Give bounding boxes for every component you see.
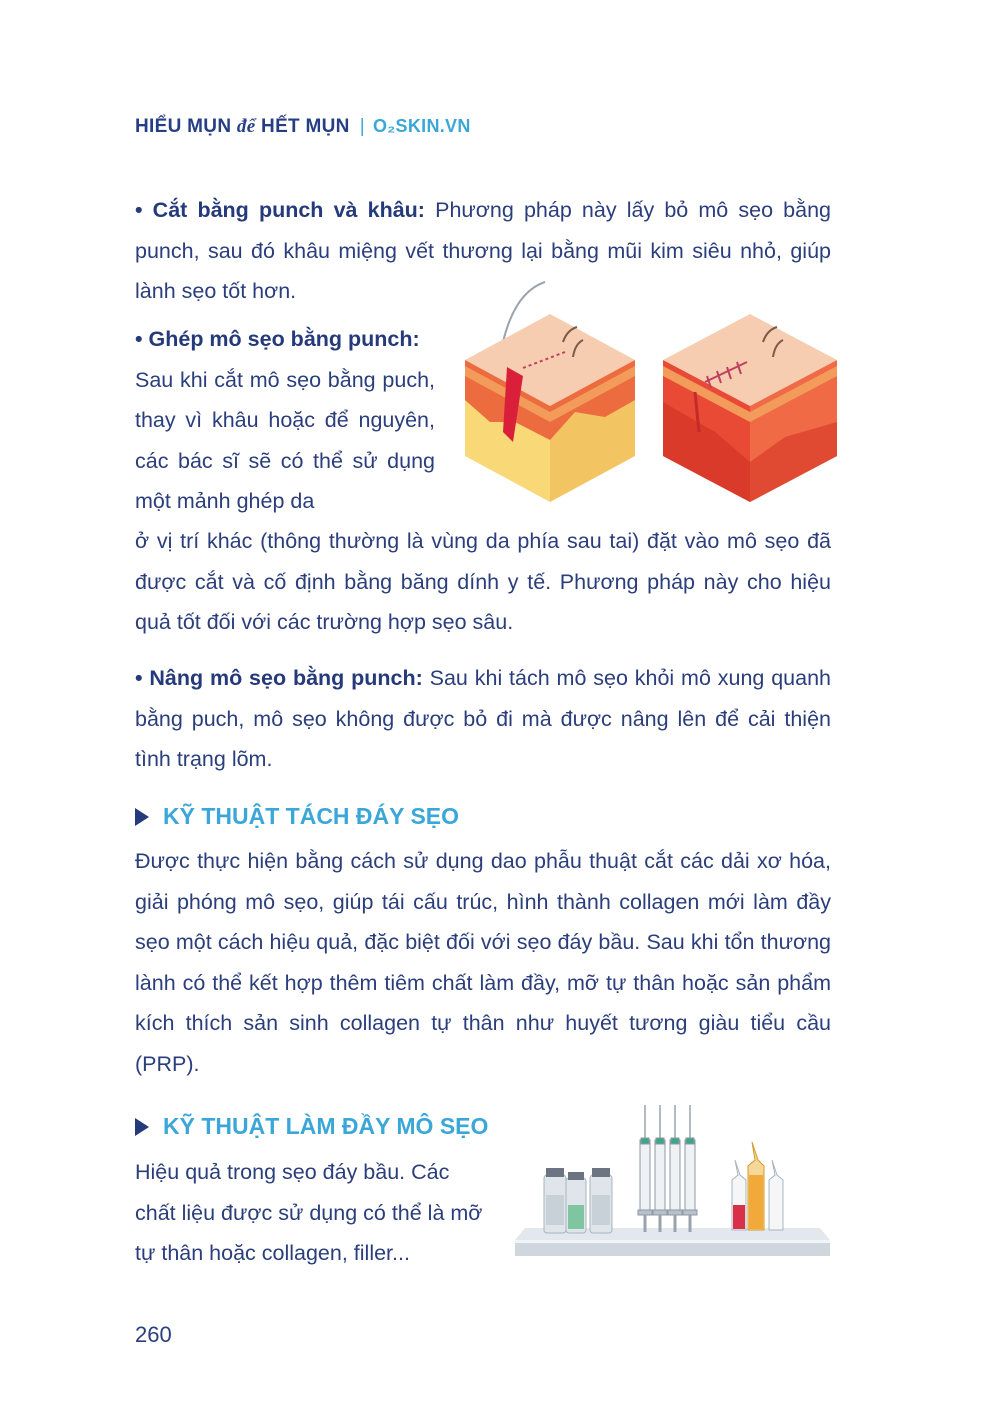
heading-filling: KỸ THUẬT LÀM ĐẦY MÔ SẸO — [135, 1113, 488, 1140]
paragraph-subcision: Được thực hiện bằng cách sử dụng dao phẫu thuật cắt các dải xơ hóa, giải phóng mô sẹo, giúp tái cấu trúc, hình thành collagen mới làm đầy sẹo một cách hiệu quả, đặc biệt đối với sẹo đáy bầu. Sau khi tổn thương lành có thể kết hợp thêm tiêm chất làm đầy, mỡ tự thân hoặc sản phẩm kích thích sản sinh collagen tự thân như huyết tương giàu tiểu cầu (PRP). — [135, 849, 831, 1076]
vial-icon — [544, 1168, 566, 1233]
bullet-triangle-icon — [135, 808, 149, 826]
vial-icon — [590, 1168, 612, 1233]
vial-icon — [566, 1172, 586, 1233]
paragraph-punch-graft-wide: ở vị trí khác (thông thường là vùng da phía sau tai) đặt vào mô sẹo đã được cắt và cố định bằng băng dính y tế. Phương pháp này cho hiệu quả tốt đối với các trường hợp sẹo sâu. — [135, 529, 831, 634]
syringe-icon — [653, 1105, 667, 1232]
paragraph-punch-graft-narrow: • Ghép mô sẹo bằng punch: Sau khi cắt mô sẹo bằng puch, thay vì khâu hoặc để nguyên, các bác sĩ sẽ có thể sử dụng một mảnh ghép da — [135, 327, 435, 513]
skin-punch-wound-illustration — [465, 282, 635, 502]
website-label: O₂SKIN.VN — [372, 116, 471, 136]
term-punch-suture: Cắt bằng punch và khâu: — [152, 198, 425, 222]
skin-sutured-illustration — [663, 314, 837, 502]
running-header — [135, 116, 471, 138]
paragraph-punch-elevation: • Nâng mô sẹo bằng punch: Sau khi tách mô sẹo khỏi mô xung quanh bằng puch, mô sẹo không được bỏ đi mà được nâng lên để cải thiện tình trạng lõm. — [135, 666, 831, 771]
paragraph-filling: Hiệu quả trong sẹo đáy bầu. Các chất liệu được sử dụng có thể là mỡ tự thân hoặc collagen, filler... — [135, 1160, 483, 1265]
paragraph-punch-suture: • Cắt bằng punch và khâu: Phương pháp này lấy bỏ mô sẹo bằng punch, sau đó khâu miệng vết thương lại bằng mũi kim siêu nhỏ, giúp lành sẹo tốt hơn. — [135, 198, 832, 303]
syringe-icon — [683, 1105, 697, 1232]
syringe-icon — [638, 1105, 652, 1232]
book-title: HIỂU MỤN để HẾT MỤN — [135, 116, 350, 137]
syringes-vials-tray-illustration — [510, 1100, 835, 1265]
heading-subcision: KỸ THUẬT TÁCH ĐÁY SẸO — [135, 803, 459, 830]
header-separator: | — [359, 116, 365, 137]
term-punch-elevation: Nâng mô sẹo bằng punch: — [149, 666, 423, 690]
ampoule-icon — [769, 1160, 783, 1230]
syringe-icon — [668, 1105, 682, 1232]
ampoule-icon — [748, 1142, 764, 1230]
skin-punch-illustrations — [455, 272, 840, 512]
ampoule-icon — [732, 1160, 746, 1230]
page-number: 260 — [135, 1322, 172, 1347]
term-punch-graft: Ghép mô sẹo bằng punch: — [148, 327, 420, 351]
bullet-triangle-icon — [135, 1118, 149, 1136]
